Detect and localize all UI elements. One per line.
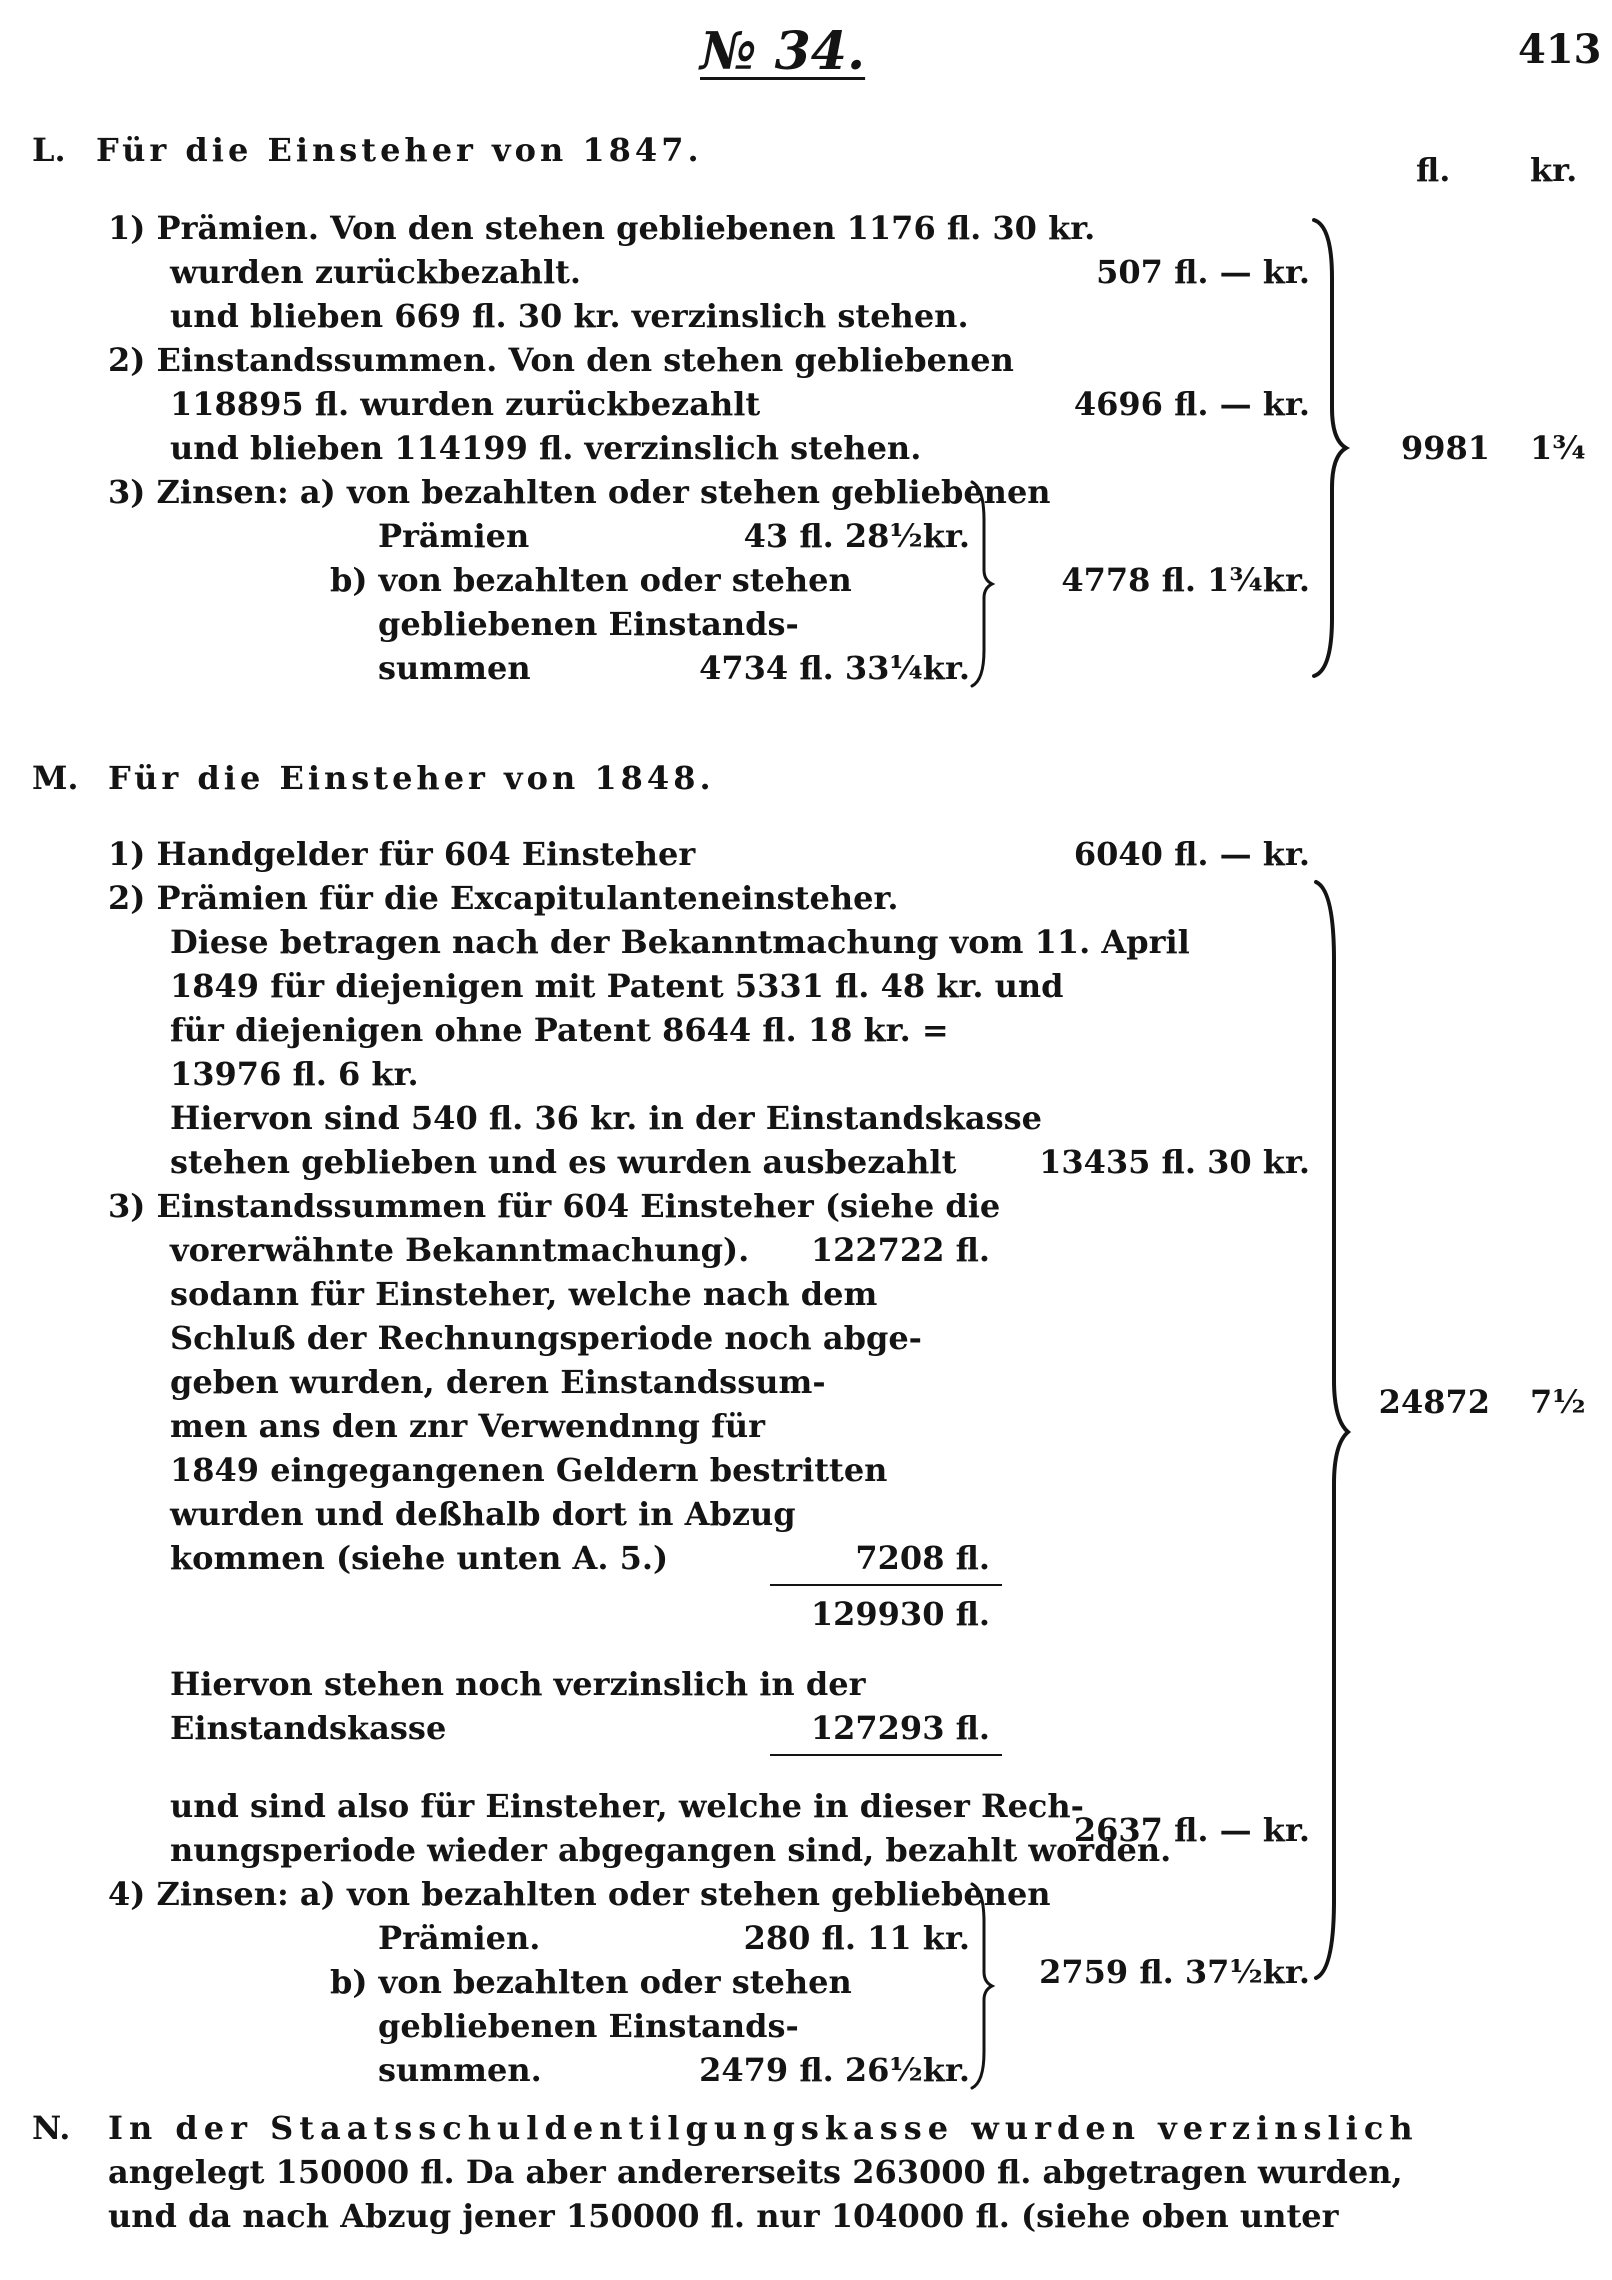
entry-line: 13976 fl. 6 kr. [170,1055,419,1093]
entry-line: b) von bezahlten oder stehen [330,1963,852,2001]
entry-line: summen. [378,2051,542,2089]
entry-line: gebliebenen Einstands- [378,605,799,643]
entry-line: 2) Prämien für die Excapitulanteneinsteher. [108,879,899,917]
total-fl: 9981 [1400,429,1490,467]
total-kr: 7½ [1530,1383,1586,1421]
entry-line: angelegt 150000 fl. Da aber andererseits 263000 fl. abgetragen wurden, [108,2153,1403,2191]
inner-amount: 122722 fl. [810,1231,990,1269]
entry-line: In der Staatsschuldentilgungskasse wurden verzinslich [108,2109,1419,2147]
entry-line: vorerwähnte Bekanntmachung). [170,1231,750,1269]
amount: 507 fl. — kr. [1096,253,1310,291]
section-letter: L. [32,131,66,169]
curly-brace [1312,880,1352,1980]
entry-line: wurden zurückbezahlt. [170,253,582,291]
entry-line: 3) Zinsen: a) von bezahlten oder stehen gebliebenen [108,473,1051,511]
column-header-fl: fl. [1416,151,1451,189]
entry-line: und blieben 669 fl. 30 kr. verzinslich stehen. [170,297,969,335]
entry-line: geben wurden, deren Einstandssum- [170,1363,826,1401]
total-kr: 1¾ [1530,429,1586,467]
inner-amount: 280 fl. 11 kr. [743,1919,970,1957]
column-header-kr: kr. [1530,151,1578,189]
entry-line: wurden und deßhalb dort in Abzug [170,1495,796,1533]
section-title: Für die Einsteher von 1848. [108,759,715,797]
entry-line: gebliebenen Einstands- [378,2007,799,2045]
entry-line: summen [378,649,531,687]
inner-amount: 129930 fl. [810,1595,990,1633]
amount: 2637 fl. — kr. [1073,1811,1310,1849]
entry-line: Schluß der Rechnungsperiode noch abge- [170,1319,922,1357]
entry-line: und da nach Abzug jener 150000 fl. nur 104000 fl. (siehe oben unter [108,2197,1339,2235]
entry-line: 3) Einstandssummen für 604 Einsteher (siehe die [108,1187,1001,1225]
entry-line: 1) Handgelder für 604 Einsteher [108,835,696,873]
inner-amount: 2479 fl. 26½kr. [699,2051,970,2089]
entry-line: nungsperiode wieder abgegangen sind, bezahlt worden. [170,1831,1172,1869]
amount: 4778 fl. 1¾kr. [1061,561,1310,599]
entry-line: 1849 eingegangenen Geldern bestritten [170,1451,888,1489]
entry-line: Prämien [378,517,530,555]
amount: 6040 fl. — kr. [1073,835,1310,873]
amount: 2759 fl. 37½kr. [1039,1953,1310,1991]
entry-line: kommen (siehe unten A. 5.) [170,1539,669,1577]
entry-line: Hiervon sind 540 fl. 36 kr. in der Einstandskasse [170,1099,1043,1137]
entry-line: Diese betragen nach der Bekanntmachung vom 11. April [170,923,1190,961]
entry-line: und blieben 114199 fl. verzinslich stehen. [170,429,922,467]
entry-line: 1) Prämien. Von den stehen gebliebenen 1176 fl. 30 kr. [108,209,1096,247]
entry-line: für diejenigen ohne Patent 8644 fl. 18 kr. = [170,1011,949,1049]
section-letter: M. [32,759,79,797]
amount: 13435 fl. 30 kr. [1039,1143,1310,1181]
inner-amount: 7208 fl. [855,1539,990,1577]
entry-line: 118895 fl. wurden zurückbezahlt [170,385,761,423]
entry-line: 1849 für diejenigen mit Patent 5331 fl. 48 kr. und [170,967,1064,1005]
page-number: 413 [1518,26,1602,73]
entry-line: stehen geblieben und es wurden ausbezahlt [170,1143,957,1181]
section-title: Für die Einsteher von 1847. [96,131,703,169]
sum-rule [770,1754,1002,1756]
entry-line: und sind also für Einsteher, welche in dieser Rech- [170,1787,1084,1825]
inner-amount: 127293 fl. [810,1709,990,1747]
entry-line: b) von bezahlten oder stehen [330,561,852,599]
entry-line: 2) Einstandssummen. Von den stehen gebliebenen [108,341,1014,379]
inner-amount: 4734 fl. 33¼kr. [699,649,970,687]
total-fl: 24872 [1378,1383,1490,1421]
paren-brace [970,480,994,688]
sum-rule [770,1584,1002,1586]
section-letter: N. [32,2109,71,2147]
entry-line: men ans den znr Verwendnng für [170,1407,765,1445]
entry-line: Einstandskasse [170,1709,447,1747]
page-title: № 34. [700,21,866,82]
curly-brace [1310,218,1350,678]
amount: 4696 fl. — kr. [1073,385,1310,423]
paren-brace [970,1882,994,2090]
entry-line: Prämien. [378,1919,541,1957]
inner-amount: 43 fl. 28½kr. [743,517,970,555]
entry-line: Hiervon stehen noch verzinslich in der [170,1665,866,1703]
entry-line: sodann für Einsteher, welche nach dem [170,1275,878,1313]
entry-line: 4) Zinsen: a) von bezahlten oder stehen gebliebenen [108,1875,1051,1913]
